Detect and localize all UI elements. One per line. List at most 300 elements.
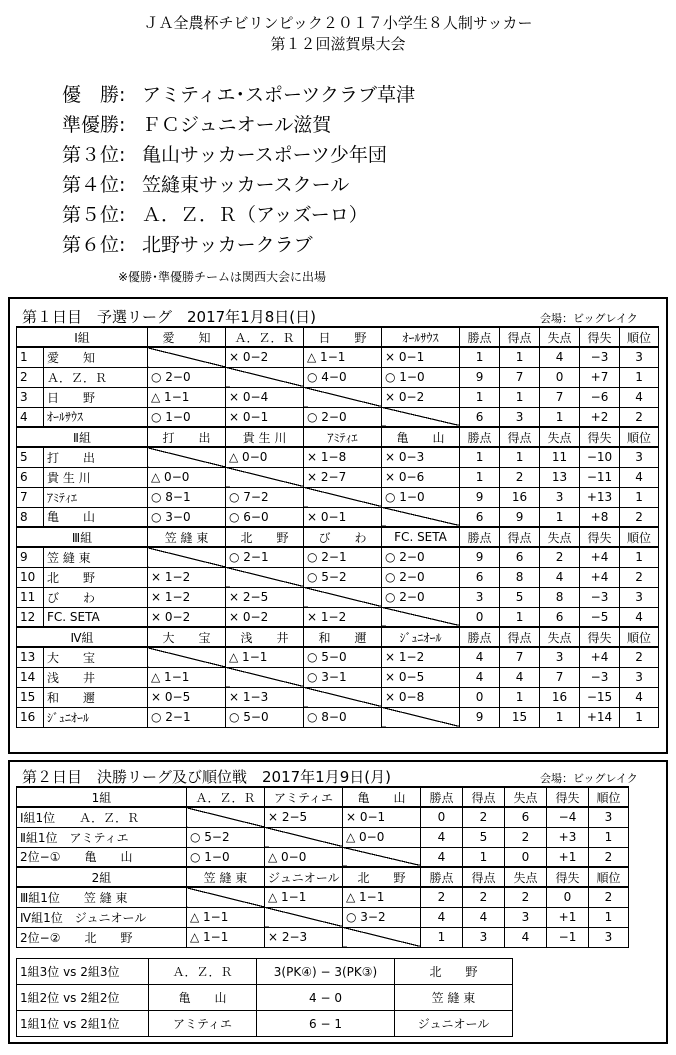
match-result: ○ 2−1 [226,547,304,567]
opponent-header: アミティエ [265,787,343,807]
stat-header: 得失 [580,627,620,647]
stat-value: 7 [500,367,540,387]
diagonal-cell [304,387,382,407]
stat-value: 3 [620,667,659,687]
opponent-header: 浅 井 [226,627,304,647]
stat-value: 4 [620,687,659,707]
match-result: ○ 2−1 [148,707,226,727]
stat-header: 得失 [547,787,589,807]
stat-value: +4 [580,547,620,567]
stat-value: 1 [500,447,540,467]
group-name: Ⅲ組 [17,527,148,547]
match-result: △ 0−0 [265,847,343,867]
team-name: び わ [44,587,148,607]
stat-value: −1 [547,927,589,947]
playoff-row [17,959,513,985]
match-result: ○ 1−0 [187,847,265,867]
stat-header: 得点 [463,867,505,887]
table-row [17,587,659,607]
match-result: △ 1−1 [343,887,421,907]
match-result: × 0−5 [382,667,460,687]
match-result: × 2−3 [265,927,343,947]
rank-1: 優 勝: アミティエ･スポーツクラブ草津 [62,84,416,106]
stat-header: 得点 [500,627,540,647]
match-result: × 0−2 [382,387,460,407]
stat-header: 得点 [500,527,540,547]
away-team: ジュニオール [395,1011,513,1037]
opponent-header: び わ [304,527,382,547]
stat-value: 6 [460,507,500,527]
stat-header: 順位 [620,527,659,547]
match-result: × 1−2 [148,567,226,587]
playoff-row [17,985,513,1011]
stat-value: 6 [505,807,547,827]
diagonal-cell [148,347,226,367]
opponent-header: 北 野 [226,527,304,547]
stat-value: 3 [540,487,580,507]
match-result: ○ 5−0 [226,707,304,727]
row-number: 9 [17,547,44,567]
match-result: × 2−5 [226,587,304,607]
group-name: 2組 [17,867,187,887]
stat-header: 得失 [580,427,620,447]
stat-value: +2 [580,407,620,427]
match-score: 4 − 0 [257,985,395,1011]
match-result: ○ 8−1 [148,487,226,507]
table-row [17,487,659,507]
day2-venue: 会場：ビッグレイク [540,772,638,785]
stat-value: 6 [500,547,540,567]
match-result: △ 0−0 [148,467,226,487]
match-result: △ 1−1 [187,907,265,927]
opponent-header: 北 野 [343,867,421,887]
row-number: 14 [17,667,44,687]
stat-value: 4 [505,927,547,947]
row-number: 5 [17,447,44,467]
table-row [17,827,629,847]
stat-value: −15 [580,687,620,707]
diagonal-cell [382,507,460,527]
match-result: △ 1−1 [265,887,343,907]
stat-value: 2 [421,887,463,907]
placement-matches-table [16,958,513,1037]
match-result: × 1−3 [226,687,304,707]
stat-value: 4 [421,827,463,847]
stat-value: 4 [421,847,463,867]
stat-value: 2 [620,567,659,587]
team-name: ｼﾞｭﾆｵｰﾙ [44,707,148,727]
match-result: △ 1−1 [304,347,382,367]
diagonal-cell [148,547,226,567]
match-result: △ 0−0 [343,827,421,847]
stat-value: 2 [589,887,629,907]
opponent-header: ｼﾞｭﾆｵｰﾙ [382,627,460,647]
diagonal-cell [304,587,382,607]
row-number: 15 [17,687,44,707]
stat-value: 3 [540,647,580,667]
table-row [17,647,659,667]
match-result: ○ 1−0 [382,487,460,507]
day2-heading: 第２日目 決勝リーグ及び順位戦 2017年1月9日(月) [22,768,391,786]
rank-3: 第３位: 亀山サッカースポーツ少年団 [62,144,387,166]
match-label: 1組3位 vs 2組3位 [17,959,149,985]
opponent-header: ｱﾐﾃｨｴ [304,427,382,447]
rank-6: 第６位: 北野サッカークラブ [62,234,313,256]
stat-value: +3 [547,827,589,847]
team-name: 大 宝 [44,647,148,667]
stat-header: 勝点 [460,627,500,647]
opponent-header: 笠 縫 東 [187,867,265,887]
match-result: × 0−1 [304,507,382,527]
playoff-row [17,1011,513,1037]
team-name: Ａ．Ｚ．Ｒ [44,367,148,387]
match-label: 1組2位 vs 2組2位 [17,985,149,1011]
team-name: 2位−② 北 野 [17,927,187,947]
match-result: △ 1−1 [226,647,304,667]
stat-value: 9 [500,507,540,527]
stat-value: +7 [580,367,620,387]
opponent-header: 亀 山 [343,787,421,807]
opponent-header: 貴 生 川 [226,427,304,447]
diagonal-cell [265,827,343,847]
stat-header: 順位 [589,867,629,887]
match-result: × 1−8 [304,447,382,467]
team-name: 北 野 [44,567,148,587]
match-result: × 1−2 [304,607,382,627]
stat-value: 4 [620,387,659,407]
opponent-header: Ａ．Ｚ．Ｒ [187,787,265,807]
stat-value: 3 [589,927,629,947]
diagonal-cell [382,407,460,427]
home-team: 亀 山 [149,985,257,1011]
table-row [17,467,659,487]
match-result: × 0−1 [226,407,304,427]
opponent-header: 亀 山 [382,427,460,447]
match-result: ○ 2−0 [382,567,460,587]
stat-value: 16 [500,487,540,507]
stat-value: 6 [540,607,580,627]
stat-value: 1 [421,927,463,947]
stat-value: 0 [540,367,580,387]
stat-value: 1 [620,707,659,727]
team-name: 貴 生 川 [44,467,148,487]
stat-value: 4 [463,907,505,927]
table-row [17,807,629,827]
row-number: 16 [17,707,44,727]
stat-header: 勝点 [460,327,500,347]
stat-value: 4 [540,347,580,367]
stat-value: 8 [540,587,580,607]
stat-header: 失点 [540,327,580,347]
stat-value: 3 [463,927,505,947]
stat-value: 1 [500,347,540,367]
stat-value: +4 [580,567,620,587]
stat-value: −3 [580,587,620,607]
home-team: アミティエ [149,1011,257,1037]
stat-value: 6 [460,567,500,587]
stat-value: 8 [500,567,540,587]
match-result: × 0−3 [382,447,460,467]
match-result: × 0−2 [226,607,304,627]
table-row [17,347,659,367]
team-name: 2位−① 亀 山 [17,847,187,867]
group-header-row [17,787,629,807]
row-number: 1 [17,347,44,367]
table-row [17,707,659,727]
table-row [17,927,629,947]
row-number: 13 [17,647,44,667]
team-name: 笠 縫 東 [44,547,148,567]
away-team: 笠 縫 東 [395,985,513,1011]
stat-header: 失点 [505,867,547,887]
table-row [17,687,659,707]
stat-header: 順位 [620,627,659,647]
match-result: ○ 3−0 [148,507,226,527]
stat-value: 4 [620,467,659,487]
group-header-row [17,327,659,347]
stat-value: 2 [540,547,580,567]
match-result: ○ 2−0 [304,407,382,427]
stat-value: 1 [540,507,580,527]
match-score: 6 − 1 [257,1011,395,1037]
team-name: Ⅲ組1位 笠 縫 東 [17,887,187,907]
match-result: ○ 2−1 [304,547,382,567]
table-row [17,387,659,407]
day1-heading: 第１日目 予選リーグ 2017年1月8日(日) [22,308,316,326]
diagonal-cell [187,887,265,907]
team-name: 亀 山 [44,507,148,527]
stat-header: 勝点 [460,427,500,447]
group-name: Ⅰ組 [17,327,148,347]
home-team: Ａ．Ｚ．Ｒ [149,959,257,985]
table-row [17,407,659,427]
match-result: × 2−7 [304,467,382,487]
stat-value: 4 [460,647,500,667]
group-name: Ⅳ組 [17,627,148,647]
diagonal-cell [226,367,304,387]
match-result: ○ 3−1 [304,667,382,687]
match-label: 1組1位 vs 2組1位 [17,1011,149,1037]
table-row [17,507,659,527]
opponent-header: 愛 知 [148,327,226,347]
stat-value: 7 [540,667,580,687]
diagonal-cell [187,807,265,827]
rankings-list [62,80,415,260]
team-name: 和 邇 [44,687,148,707]
stat-value: 5 [463,827,505,847]
match-result: × 0−2 [148,607,226,627]
row-number: 8 [17,507,44,527]
stat-header: 失点 [540,627,580,647]
stat-value: −3 [580,347,620,367]
stat-value: +13 [580,487,620,507]
stat-header: 得点 [500,327,540,347]
stat-value: 0 [505,847,547,867]
stat-value: 3 [505,907,547,927]
diagonal-cell [304,487,382,507]
opponent-header: 打 出 [148,427,226,447]
stat-header: 得点 [463,787,505,807]
day1-venue: 会場：ビッグレイク [540,312,638,325]
table-row [17,547,659,567]
stat-header: 得点 [500,427,540,447]
match-result: ○ 2−0 [148,367,226,387]
team-name: Ⅱ組1位 アミティエ [17,827,187,847]
stat-value: 1 [620,487,659,507]
diagonal-cell [226,667,304,687]
opponent-header: ｵｰﾙｻｳｽ [382,327,460,347]
stat-header: 順位 [620,427,659,447]
group-name: 1組 [17,787,187,807]
stat-header: 得失 [580,527,620,547]
diagonal-cell [226,567,304,587]
stat-header: 失点 [505,787,547,807]
stat-value: 0 [421,807,463,827]
row-number: 4 [17,407,44,427]
team-name: 浅 井 [44,667,148,687]
opponent-header: 日 野 [304,327,382,347]
row-number: 12 [17,607,44,627]
team-name: 打 出 [44,447,148,467]
stat-value: 1 [460,387,500,407]
stat-value: 9 [460,367,500,387]
stat-value: +1 [547,847,589,867]
stat-value: 1 [460,347,500,367]
stat-header: 順位 [620,327,659,347]
stat-value: 3 [460,587,500,607]
match-result: × 0−1 [382,347,460,367]
stat-value: 2 [463,807,505,827]
match-result: × 1−2 [148,587,226,607]
stat-value: 2 [620,507,659,527]
match-result: △ 1−1 [148,387,226,407]
stat-value: −5 [580,607,620,627]
match-result: × 0−5 [148,687,226,707]
stat-value: 16 [540,687,580,707]
stat-value: −3 [580,667,620,687]
row-number: 7 [17,487,44,507]
match-result: × 0−1 [343,807,421,827]
match-result: ○ 5−2 [187,827,265,847]
stat-value: 7 [500,647,540,667]
match-result: × 1−2 [382,647,460,667]
match-result: × 0−6 [382,467,460,487]
stat-value: 4 [540,567,580,587]
stat-value: 2 [620,647,659,667]
stat-value: 3 [620,447,659,467]
match-result: ○ 2−0 [382,547,460,567]
match-result: ○ 5−2 [304,567,382,587]
stat-value: 1 [500,687,540,707]
stat-value: 1 [620,367,659,387]
stat-value: 3 [500,407,540,427]
diagonal-cell [226,467,304,487]
stat-value: 3 [620,587,659,607]
stat-value: +4 [580,647,620,667]
table-row [17,567,659,587]
table-row [17,667,659,687]
stat-value: 3 [589,807,629,827]
day1-league-table [16,326,659,728]
stat-value: 9 [460,547,500,567]
table-row [17,907,629,927]
row-number: 2 [17,367,44,387]
stat-value: −11 [580,467,620,487]
table-row [17,607,659,627]
match-result: △ 0−0 [226,447,304,467]
stat-value: 4 [421,907,463,927]
stat-value: −4 [547,807,589,827]
stat-value: +14 [580,707,620,727]
stat-value: 4 [620,607,659,627]
stat-value: 1 [460,467,500,487]
stat-header: 勝点 [421,787,463,807]
rank-4: 第４位: 笠縫東サッカースクール [62,174,350,196]
group-header-row [17,527,659,547]
row-number: 10 [17,567,44,587]
table-row [17,887,629,907]
stat-value: 2 [463,887,505,907]
stat-value: 1 [589,907,629,927]
stat-value: +8 [580,507,620,527]
stat-value: 1 [463,847,505,867]
stat-header: 順位 [589,787,629,807]
stat-header: 失点 [540,427,580,447]
team-name: ｱﾐﾃｨｴ [44,487,148,507]
table-row [17,847,629,867]
stat-value: −10 [580,447,620,467]
opponent-header: FC. SETA [382,527,460,547]
stat-value: 2 [505,887,547,907]
stat-value: 0 [460,607,500,627]
opponent-header: Ａ．Ｚ．Ｒ [226,327,304,347]
opponent-header: ジュニオール [265,867,343,887]
diagonal-cell [148,647,226,667]
diagonal-cell [382,607,460,627]
group-header-row [17,627,659,647]
stat-value: 1 [589,827,629,847]
diagonal-cell [265,907,343,927]
diagonal-cell [382,707,460,727]
row-number: 6 [17,467,44,487]
stat-value: 1 [540,407,580,427]
team-name: Ⅰ組1位 Ａ．Ｚ．Ｒ [17,807,187,827]
rank-2: 準優勝: ＦＣジュニオール滋賀 [62,114,332,136]
title-line-2: 第１２回滋賀県大会 [270,35,406,53]
diagonal-cell [304,687,382,707]
stat-value: 2 [620,407,659,427]
stat-value: 2 [500,467,540,487]
table-row [17,367,659,387]
match-result: ○ 6−0 [226,507,304,527]
diagonal-cell [343,927,421,947]
match-result: △ 1−1 [148,667,226,687]
match-score: 3(PK④) − 3(PK③) [257,959,395,985]
stat-value: 11 [540,447,580,467]
team-name: FC. SETA [44,607,148,627]
stat-value: 9 [460,707,500,727]
stat-header: 得失 [580,327,620,347]
match-result: ○ 7−2 [226,487,304,507]
team-name: ｵｰﾙｻｳｽ [44,407,148,427]
opponent-header: 和 邇 [304,627,382,647]
stat-value: 1 [500,387,540,407]
team-name: 愛 知 [44,347,148,367]
stat-value: 9 [460,487,500,507]
match-result: × 0−4 [226,387,304,407]
row-number: 3 [17,387,44,407]
stat-header: 得失 [547,867,589,887]
